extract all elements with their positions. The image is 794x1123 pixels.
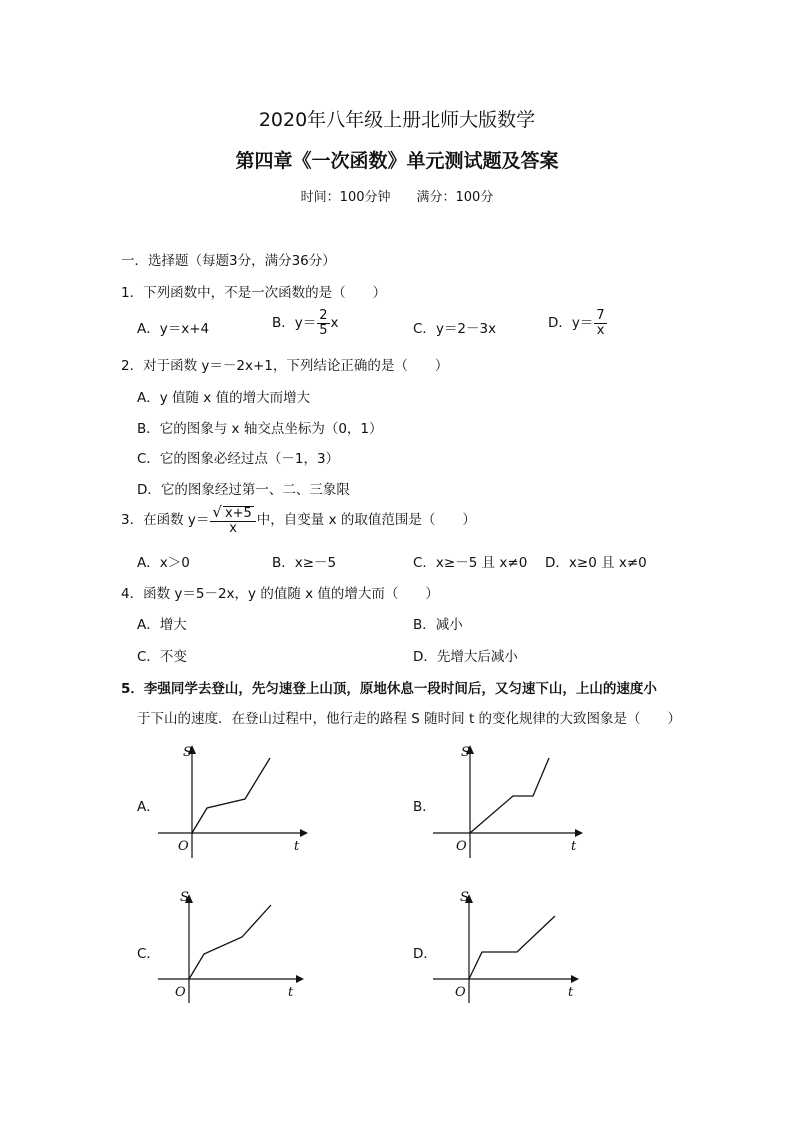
- question-2-option-d: D．它的图象经过第一、二、三象限: [137, 482, 350, 498]
- graph-a-t-arrow: [300, 829, 308, 837]
- graph-c-curve: [189, 905, 271, 979]
- exam-time: 时间：100分钟: [300, 190, 391, 205]
- question-2-option-a: A．y 值随 x 值的增大而增大: [137, 390, 311, 406]
- graph-c-t-label: t: [288, 985, 294, 1000]
- fraction-numerator: 7: [596, 308, 605, 323]
- graph-b-t-label: t: [571, 839, 577, 854]
- graph-c: [150, 885, 310, 1005]
- q3-fraction: [210, 505, 255, 535]
- question-1-option-c: [413, 317, 496, 337]
- section-heading: 一．选择题（每题3分，满分36分）: [121, 253, 336, 269]
- question-2-option-b: B．它的图象与 x 轴交点坐标为（0，1）: [137, 421, 383, 437]
- question-2-option-c: C．它的图象必经过点（－1，3）: [137, 451, 340, 467]
- graph-c-s-label: S: [180, 890, 189, 905]
- graph-d-t-label: t: [568, 985, 574, 1000]
- option-d-lhs: y＝: [571, 315, 594, 332]
- document-title: 2020年八年级上册北师大版数学: [258, 109, 536, 131]
- question-1-stem: 1．下列函数中，不是一次函数的是（ ）: [121, 285, 387, 301]
- q3-denominator: x: [229, 520, 237, 536]
- option-b-fraction: [317, 309, 329, 337]
- graph-d-t-arrow: [571, 975, 579, 983]
- option-b-var: x: [330, 315, 339, 332]
- question-4-stem: 4．函数 y＝5－2x，y 的值随 x 值的增大而（ ）: [121, 586, 439, 602]
- option-c-prefix: C．: [413, 321, 436, 337]
- graph-a-t-label: t: [294, 839, 300, 854]
- graph-c-label: C．: [137, 946, 160, 962]
- document-subtitle: 第四章《一次函数》单元测试题及答案: [235, 150, 559, 172]
- graph-d: [425, 885, 585, 1005]
- question-4-option-c: C．不变: [137, 649, 187, 665]
- fraction-denominator: x: [596, 322, 605, 338]
- question-3-option-d: D．x≥0 且 x≠0: [545, 555, 647, 571]
- question-4-option-d: D．先增大后减小: [413, 649, 518, 665]
- question-3-stem: [121, 505, 476, 535]
- graph-b: [425, 740, 585, 860]
- graph-b-origin-label: O: [456, 839, 467, 854]
- graph-a-label: A．: [137, 799, 160, 815]
- question-1-option-d: [548, 309, 608, 337]
- fraction-numerator: 2: [319, 308, 328, 323]
- exam-meta: [0, 186, 794, 205]
- graph-b-t-arrow: [575, 829, 583, 837]
- question-3-option-b: B．x≥－5: [272, 555, 337, 571]
- graph-a-curve: [192, 758, 270, 833]
- graph-d-origin-label: O: [455, 985, 466, 1000]
- graph-c-origin-label: O: [175, 985, 186, 1000]
- q3-stem-post: 中，自变量 x 的取值范围是（ ）: [256, 512, 476, 529]
- q3-numerator: [210, 505, 255, 522]
- graph-c-t-arrow: [296, 975, 304, 983]
- graph-b-curve: [470, 758, 549, 833]
- graph-a-s-label: S: [183, 745, 192, 760]
- sqrt-content: x+5: [224, 506, 252, 521]
- fraction-denominator: 5: [319, 322, 328, 338]
- question-3-option-c: C．x≥－5 且 x≠0: [413, 555, 528, 571]
- graph-a: [150, 740, 310, 860]
- q3-stem-pre: 3．在函数 y＝: [121, 512, 210, 529]
- graph-a-origin-label: O: [178, 839, 189, 854]
- exam-score: 满分：100分: [416, 190, 494, 205]
- graph-b-s-label: S: [461, 745, 470, 760]
- option-b-prefix: B．: [272, 315, 295, 332]
- sqrt-sign: √: [212, 503, 222, 521]
- question-4-option-b: B．减小: [413, 617, 463, 633]
- question-2-stem: 2．对于函数 y＝－2x+1，下列结论正确的是（ ）: [121, 358, 449, 374]
- question-5-line-1: 5．李强同学去登山，先匀速登上山顶，原地休息一段时间后，又匀速下山，上山的速度小: [121, 681, 657, 697]
- option-b-lhs: y＝: [294, 315, 317, 332]
- question-3-option-a: A．x＞0: [137, 555, 190, 571]
- question-1-option-a: [137, 317, 209, 337]
- option-c-expr: y＝2－3x: [435, 321, 497, 337]
- graph-d-label: D．: [413, 946, 437, 962]
- graph-d-s-label: S: [460, 890, 469, 905]
- option-a-prefix: A．: [137, 321, 160, 337]
- question-4-option-a: A．增大: [137, 617, 187, 633]
- option-d-prefix: D．: [548, 315, 572, 332]
- question-5-line-2: 于下山的速度．在登山过程中，他行走的路程 S 随时间 t 的变化规律的大致图象是（ ）: [137, 711, 682, 727]
- graph-d-curve: [469, 916, 555, 979]
- option-d-fraction: [594, 309, 606, 337]
- graph-b-label: B．: [413, 799, 436, 815]
- option-a-expr: y＝x+4: [159, 321, 210, 337]
- question-1-option-b: [272, 309, 339, 337]
